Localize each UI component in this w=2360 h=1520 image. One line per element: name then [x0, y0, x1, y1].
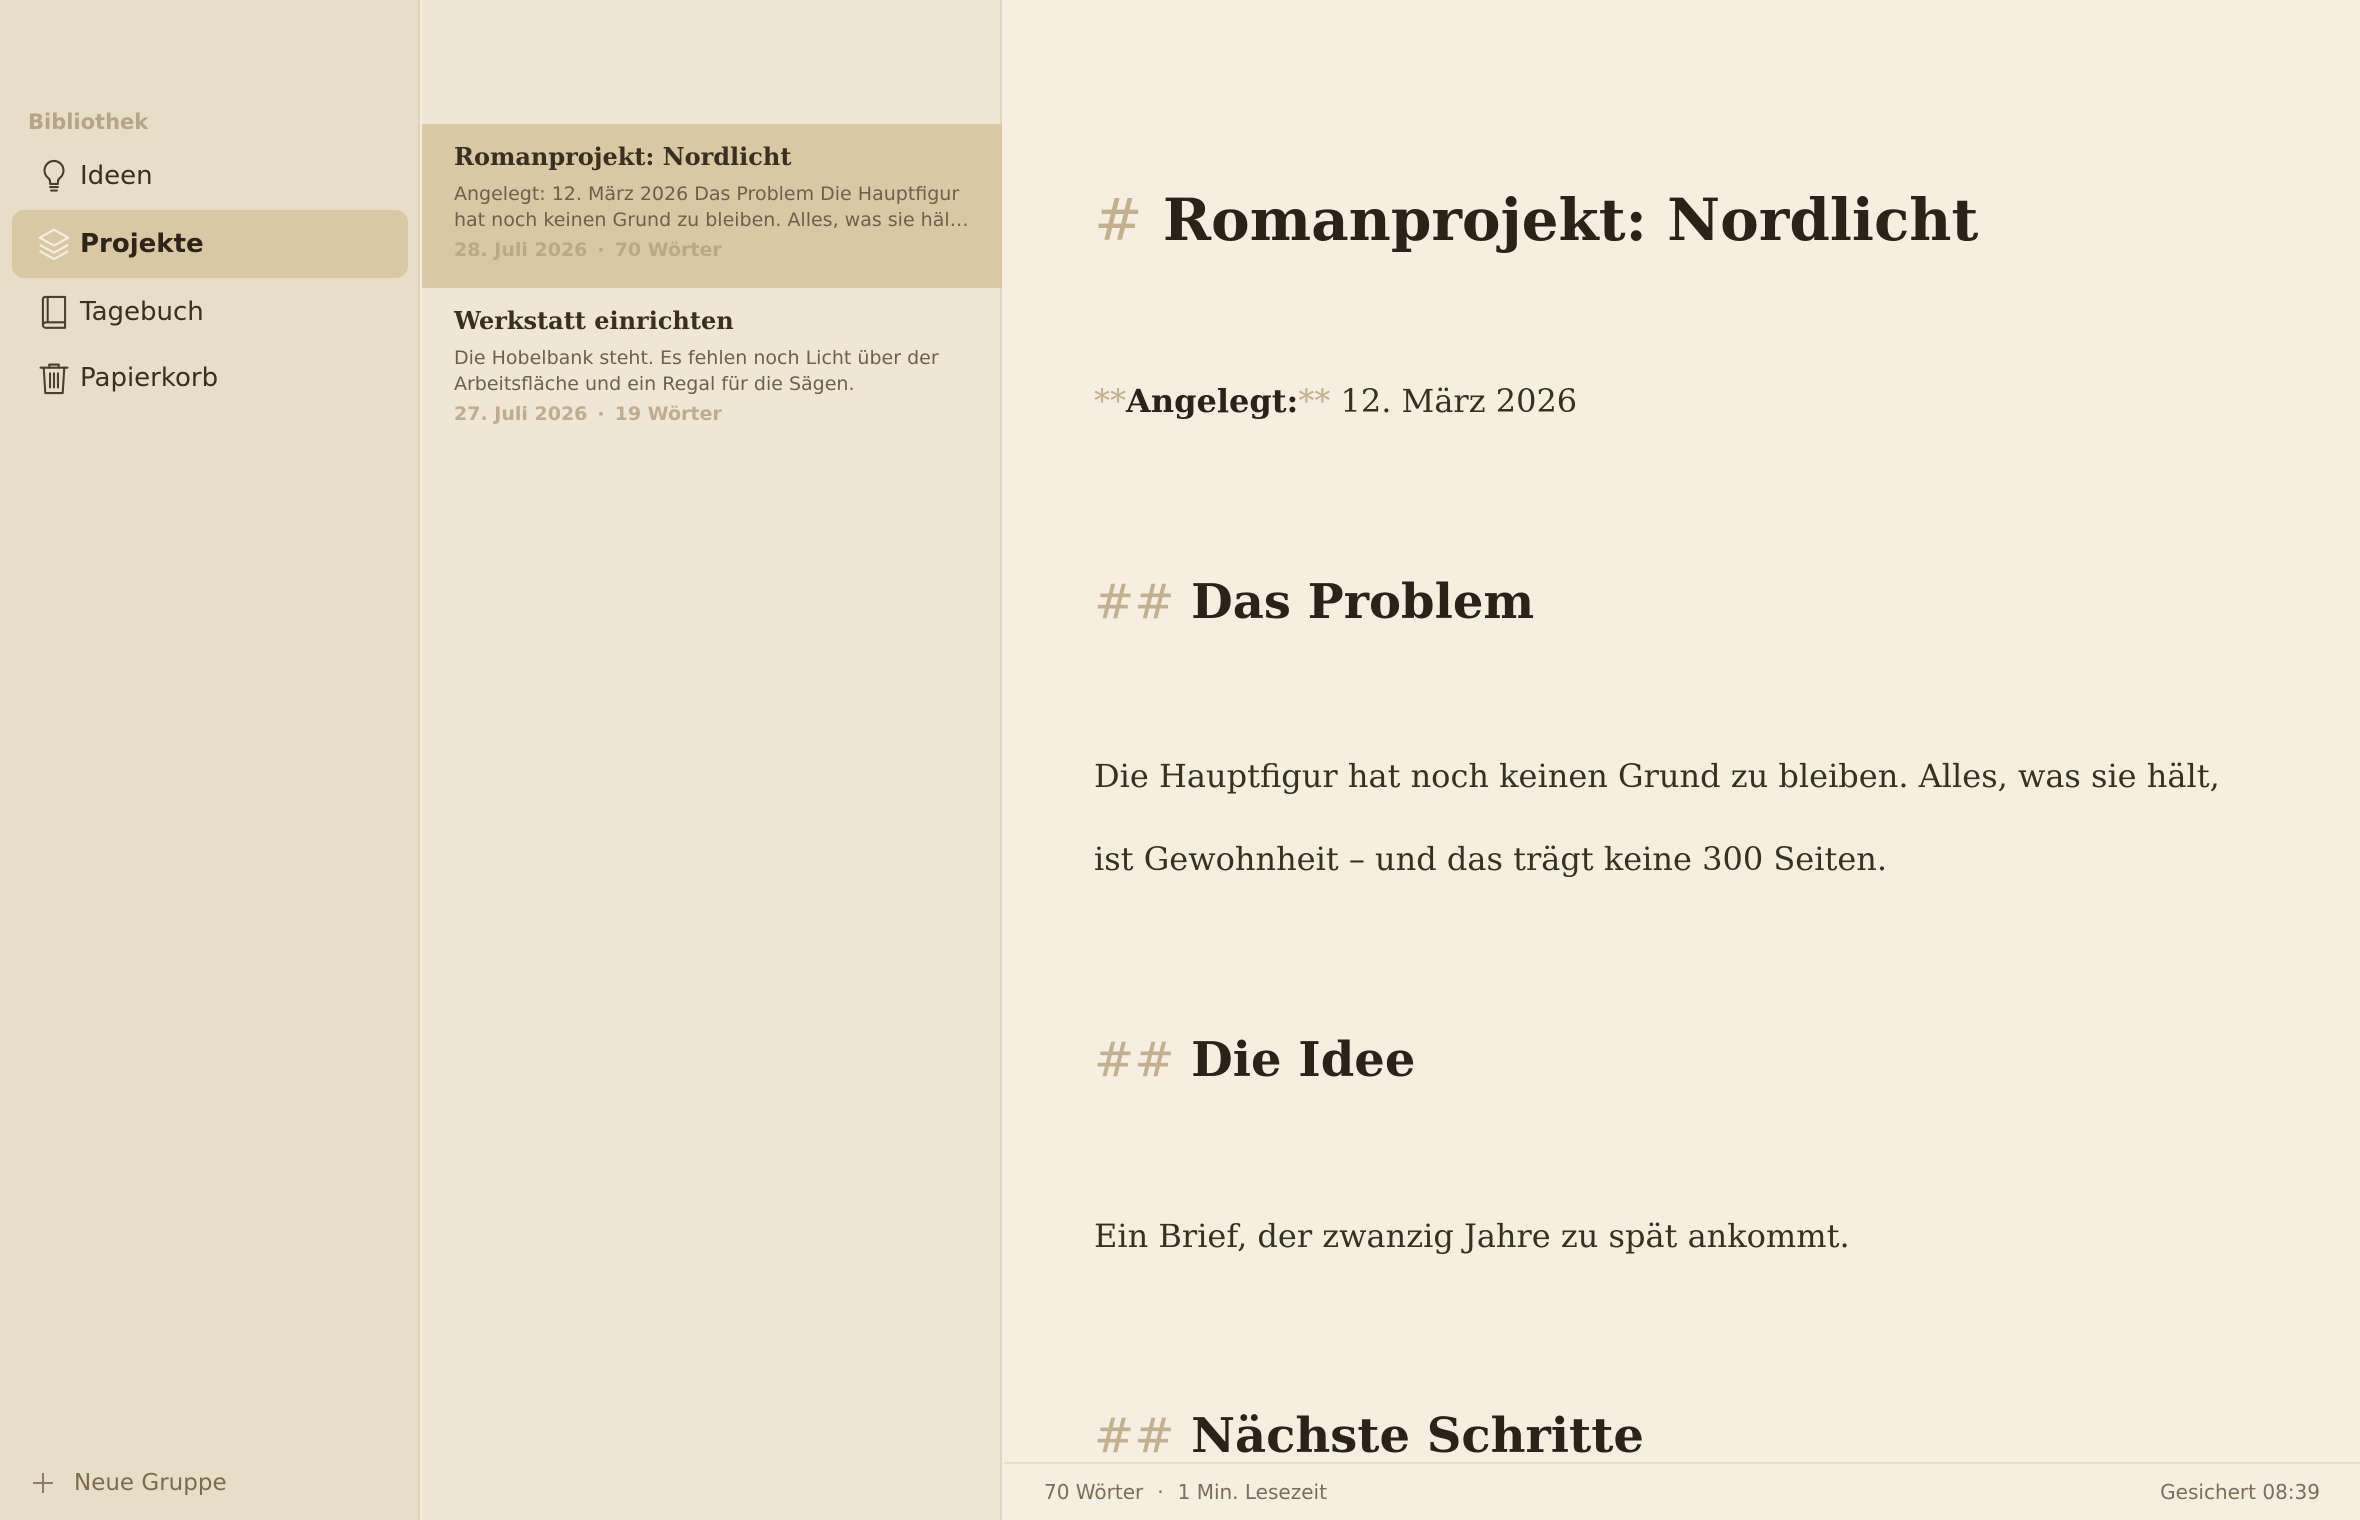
paragraph[interactable] [1094, 735, 2220, 901]
heading-text: Das Problem [1191, 574, 1535, 630]
trash-icon [34, 358, 74, 398]
sidebar-item-ideen[interactable] [12, 142, 408, 210]
document-title[interactable] [1094, 186, 1978, 254]
paragraph-line: ist Gewohnheit – und das trägt keine 300 Seiten. [1094, 840, 1888, 878]
note-snippet: Die Hobelbank steht. Es fehlen noch Licht über der Arbeitsfläche und ein Regal für die Sägen. [454, 347, 939, 395]
sidebar-item-tagebuch[interactable] [12, 278, 408, 346]
new-group-label: Neue Gruppe [74, 1470, 227, 1496]
note-list-item[interactable] [422, 124, 1002, 288]
note-snippet: Angelegt: 12. März 2026 Das Problem Die Hauptfigur hat noch keinen Grund zu bleiben. Alles, was sie hält, [454, 183, 964, 231]
note-list-item[interactable] [422, 288, 1002, 452]
note-date: 28. Juli 2026 [454, 239, 588, 261]
editor[interactable] [1004, 0, 2360, 1462]
note-title: Werkstatt einrichten [454, 306, 734, 335]
meta-separator: · [597, 239, 605, 261]
word-count: 70 Wörter [1044, 1480, 1144, 1504]
sidebar-item-projekte[interactable] [12, 210, 408, 278]
document-stats [1044, 1480, 1327, 1504]
sidebar-item-label: Papierkorb [80, 363, 219, 393]
note-word-count: 19 Wörter [614, 403, 722, 425]
book-icon [34, 292, 74, 332]
note-list [422, 0, 1002, 1520]
note-meta [454, 403, 972, 425]
heading-text: Die Idee [1191, 1032, 1416, 1088]
sidebar-item-label: Projekte [80, 229, 204, 259]
note-title: Romanprojekt: Nordlicht [454, 142, 792, 171]
created-line[interactable] [1094, 360, 1577, 443]
note-meta [454, 239, 972, 261]
sidebar-item-label: Ideen [80, 161, 153, 191]
heading-text: Nächste Schritte [1191, 1408, 1644, 1462]
heading-naechste-schritte[interactable] [1094, 1408, 1644, 1462]
plus-icon [28, 1468, 58, 1498]
paragraph[interactable] [1094, 1195, 1850, 1278]
bold-marker: ** [1298, 382, 1331, 420]
heading-marker: ## [1094, 1032, 1175, 1088]
title-text: Romanprojekt: Nordlicht [1162, 186, 1979, 254]
heading-marker: # [1094, 186, 1143, 254]
heading-die-idee[interactable] [1094, 1032, 1415, 1088]
meta-separator: · [597, 403, 605, 425]
save-status: Gesichert 08:39 [2160, 1480, 2320, 1504]
note-word-count: 70 Wörter [614, 239, 722, 261]
stats-separator: · [1157, 1480, 1164, 1504]
bold-marker: ** [1094, 382, 1126, 420]
sidebar-item-papierkorb[interactable] [12, 344, 408, 412]
sidebar-item-label: Tagebuch [80, 297, 204, 327]
reading-time: 1 Min. Lesezeit [1177, 1480, 1327, 1504]
paragraph-line: Die Hauptfigur hat noch keinen Grund zu bleiben. Alles, was sie hält, [1094, 757, 2220, 795]
heading-marker: ## [1094, 1408, 1175, 1462]
heading-marker: ## [1094, 574, 1175, 630]
new-group-button[interactable] [28, 1468, 227, 1498]
sidebar-section-label: Bibliothek [28, 110, 149, 134]
sidebar [0, 0, 420, 1520]
created-value: 12. März 2026 [1330, 382, 1578, 420]
layers-icon [34, 224, 74, 264]
paragraph-line: Ein Brief, der zwanzig Jahre zu spät ankommt. [1094, 1217, 1850, 1255]
created-label: Angelegt: [1126, 382, 1299, 420]
heading-das-problem[interactable] [1094, 574, 1534, 630]
note-date: 27. Juli 2026 [454, 403, 588, 425]
lightbulb-icon [34, 156, 74, 196]
status-bar [1004, 1462, 2360, 1520]
